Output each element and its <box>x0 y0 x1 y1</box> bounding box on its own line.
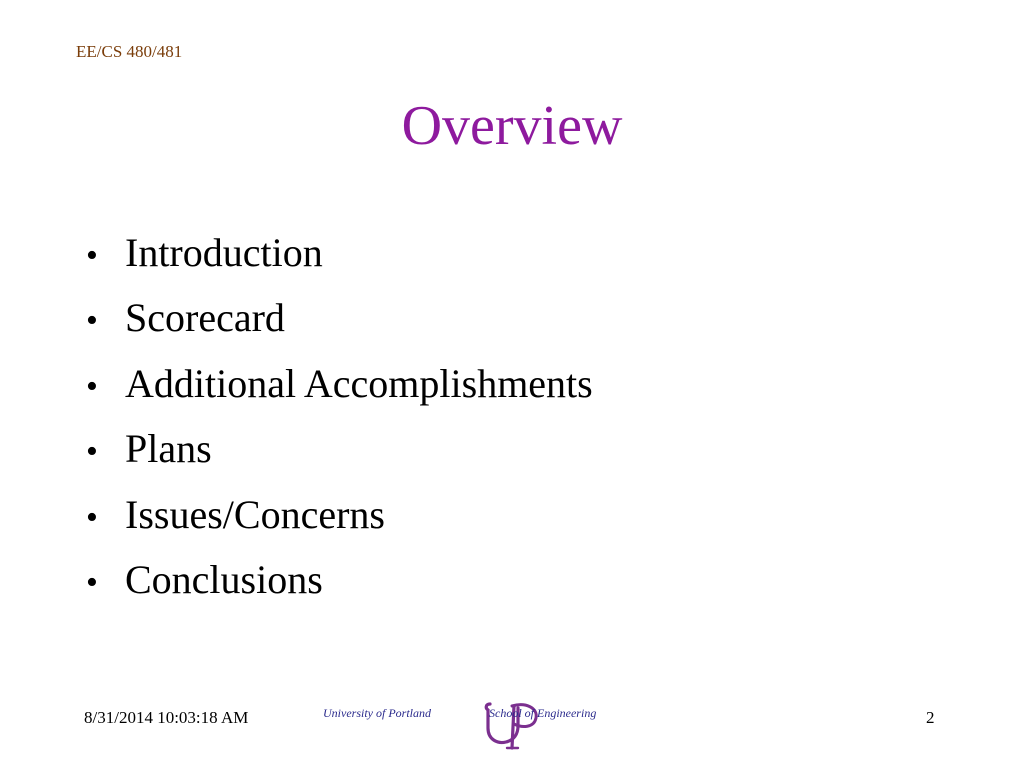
bullet-item <box>86 360 593 429</box>
bullet-icon: • <box>86 367 98 405</box>
bullet-text: Scorecard <box>125 295 285 341</box>
bullet-item <box>86 556 593 625</box>
bullet-text: Plans <box>125 426 212 472</box>
course-code: EE/CS 480/481 <box>76 42 183 61</box>
bullet-icon: • <box>86 433 98 471</box>
bullet-icon: • <box>86 498 98 536</box>
bullet-icon: • <box>86 302 98 340</box>
bullet-icon: • <box>86 563 98 601</box>
footer-university: University of Portland <box>323 706 431 720</box>
bullet-icon: • <box>86 237 98 274</box>
bullet-list <box>86 230 593 625</box>
bullet-item <box>86 426 593 494</box>
bullet-text: Conclusions <box>125 556 323 602</box>
bullet-text: Issues/Concerns <box>125 491 385 537</box>
bullet-text: Introduction <box>125 230 323 275</box>
bullet-item <box>86 295 593 363</box>
bullet-item <box>86 491 593 560</box>
bullet-item <box>86 230 593 298</box>
footer-timestamp: 8/31/2014 10:03:18 AM <box>84 708 249 727</box>
footer-school: School of Engineering <box>489 706 597 720</box>
bullet-text: Additional Accomplishments <box>125 360 593 406</box>
slide-title: Overview <box>401 95 623 157</box>
page-number: 2 <box>926 708 935 727</box>
